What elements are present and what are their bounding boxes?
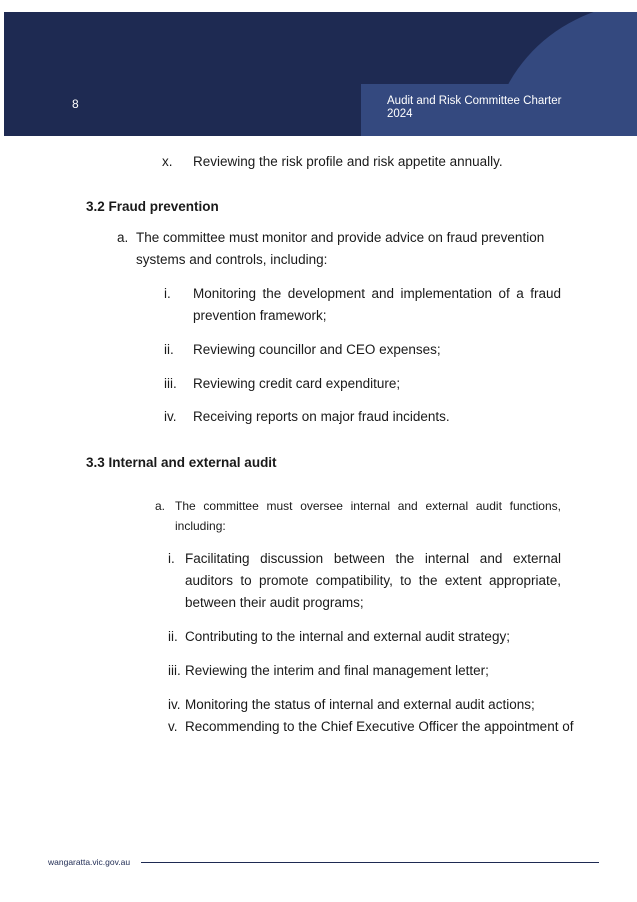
paragraph-line: systems and controls, including:: [136, 252, 328, 267]
list-item-text: Facilitating discussion between the internal and external auditors to promote compatibility, to the extent appropriate, between their audit programs;: [185, 551, 561, 610]
list-item-text: Monitoring the development and implementation of a fraud prevention framework;: [193, 286, 561, 323]
list-marker: a.: [117, 230, 129, 245]
footer-website-url: wangaratta.vic.gov.au: [48, 857, 131, 867]
list-item-text: Recommending to the Chief Executive Officer the appointment of: [185, 719, 574, 734]
list-item-text: Reviewing credit card expenditure;: [193, 376, 401, 391]
list-marker: iii.: [164, 376, 177, 391]
list-item-text: Contributing to the internal and external audit strategy;: [185, 629, 510, 644]
list-marker: iv.: [168, 697, 181, 712]
document-title-line1: Audit and Risk Committee Charter: [387, 95, 562, 107]
list-item-text: Reviewing the risk profile and risk appetite annually.: [193, 154, 503, 169]
section-heading-fraud-prevention: 3.2 Fraud prevention: [86, 199, 219, 214]
document-title-line2: 2024: [387, 108, 413, 120]
section-heading-internal-external-audit: 3.3 Internal and external audit: [86, 455, 277, 470]
page-number: 8: [72, 97, 79, 111]
list-marker: i.: [164, 286, 171, 301]
paragraph-audit-intro: The committee must oversee internal and external audit functions, including:: [175, 499, 561, 533]
document-title: [387, 95, 607, 121]
footer-divider: [141, 862, 599, 863]
list-marker: v.: [168, 719, 178, 734]
list-marker: i.: [168, 551, 175, 566]
list-marker: iv.: [164, 409, 177, 424]
list-marker: a.: [155, 499, 166, 513]
list-marker: ii.: [168, 629, 178, 644]
list-marker: ii.: [164, 342, 174, 357]
paragraph-line: The committee must monitor and provide advice on fraud prevention: [136, 230, 545, 245]
list-item-text: Reviewing the interim and final management letter;: [185, 663, 489, 678]
list-marker: x.: [162, 154, 173, 169]
list-item-text: Reviewing councillor and CEO expenses;: [193, 342, 441, 357]
list-item-text: Receiving reports on major fraud incidents.: [193, 409, 450, 424]
list-item-text: Monitoring the status of internal and external audit actions;: [185, 697, 535, 712]
list-marker: iii.: [168, 663, 181, 678]
paragraph-fraud-intro: [136, 227, 566, 271]
